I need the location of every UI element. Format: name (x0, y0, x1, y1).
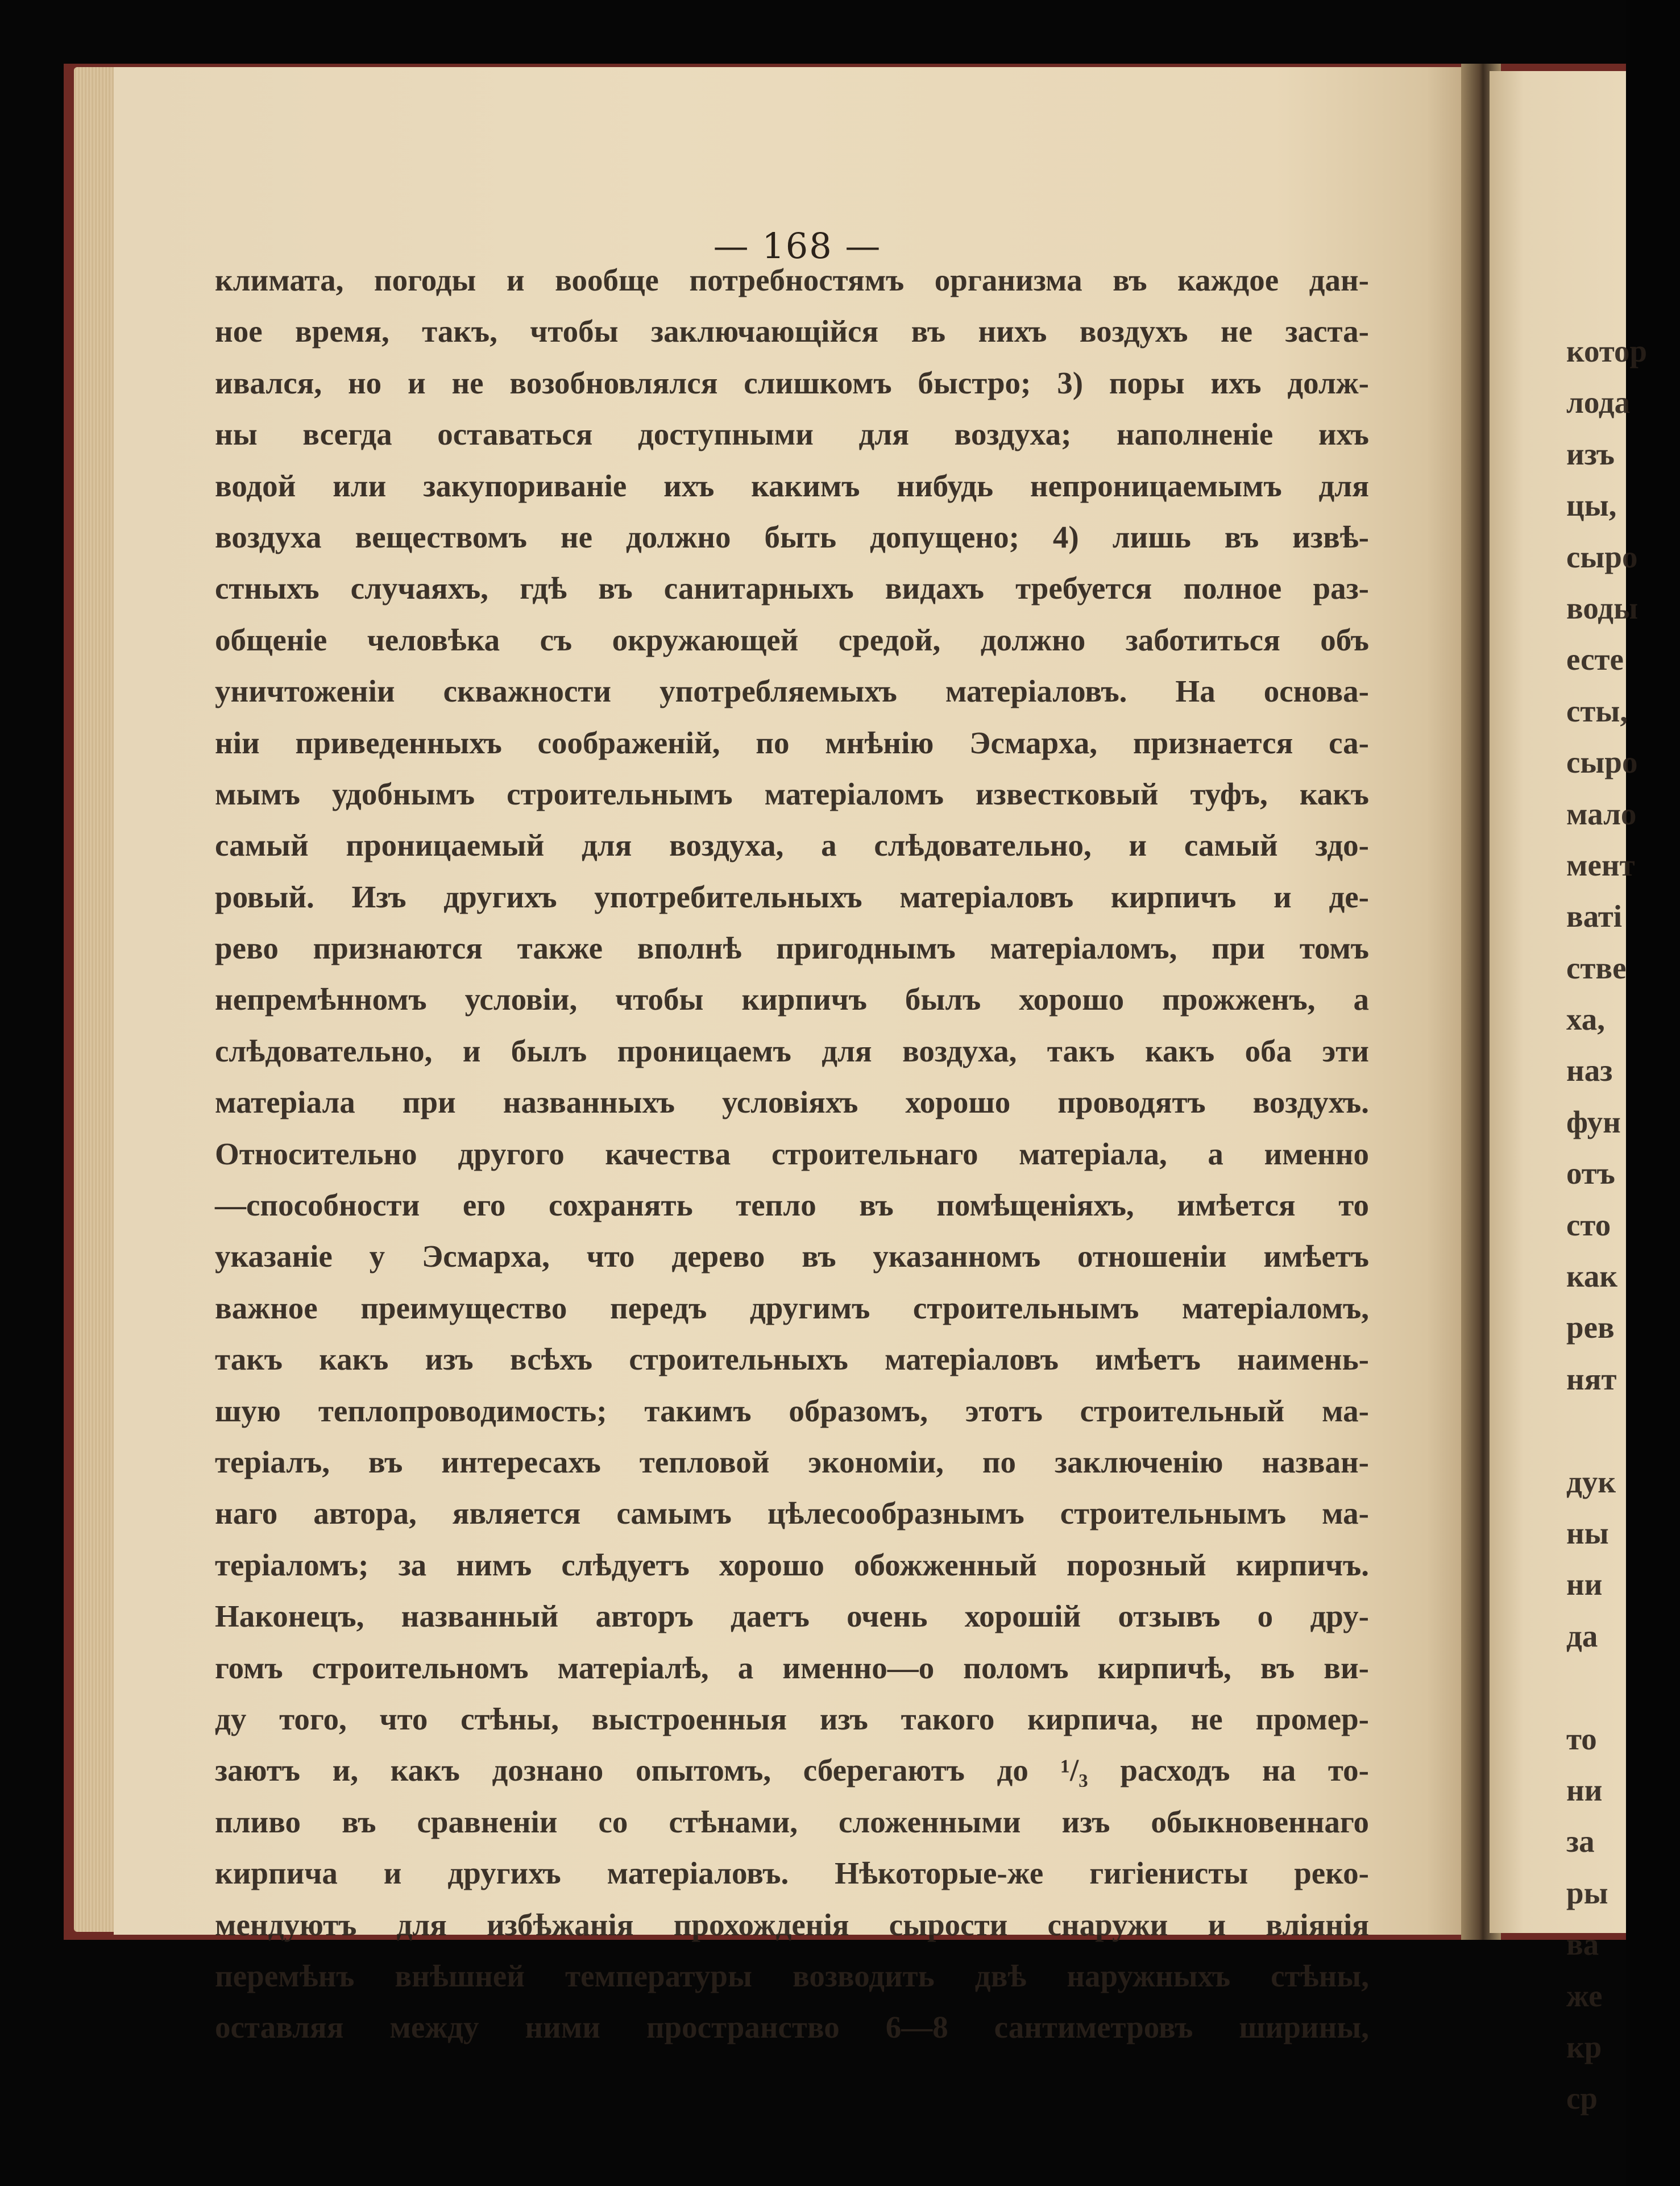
text-line-fragment: же (1566, 1978, 1603, 2013)
text-line-fragment: отъ (1566, 1156, 1615, 1191)
text-line: слѣдовательно, и былъ проницаемъ для воздуха, такъ какъ оба эти (215, 1033, 1369, 1068)
text-line-fragment: да (1566, 1618, 1598, 1653)
text-line-fragment: ва (1566, 1927, 1599, 1962)
text-line: непремѣнномъ условіи, чтобы кирпичъ былъ хорошо прожженъ, а (215, 982, 1369, 1017)
text-line-fragment: ры (1566, 1875, 1608, 1910)
text-line: —способности его сохранять тепло въ помѣщеніяхъ, имѣется то (215, 1188, 1369, 1223)
text-line-fragment: мент (1566, 847, 1635, 882)
text-line: уничтоженіи скважности употребляемыхъ матеріаловъ. На основа- (215, 674, 1369, 709)
text-line-fragment: как (1566, 1259, 1618, 1294)
text-line: пливо въ сравненіи со стѣнами, сложенными изъ обыкновеннаго (215, 1804, 1369, 1839)
text-line-fragment: есте (1566, 642, 1624, 677)
text-line-fragment: ваті (1566, 899, 1623, 934)
text-line-fragment: ни (1566, 1772, 1603, 1807)
text-line: шую теплопроводимость; такимъ образомъ, этотъ строительный ма- (215, 1393, 1369, 1428)
text-line-fragment: дук (1566, 1464, 1616, 1499)
text-line: воздуха веществомъ не должно быть допущено; 4) лишь въ извѣ- (215, 519, 1369, 554)
text-line: самый проницаемый для воздуха, а слѣдовательно, и самый здо- (215, 828, 1369, 863)
text-line-fragment: лода (1566, 385, 1631, 420)
text-line-fragment: сыро (1566, 539, 1638, 574)
text-line-fragment: ны (1566, 1515, 1609, 1550)
page-number: — 168 — (713, 225, 882, 267)
text-line-fragment: то (1566, 1721, 1597, 1756)
text-line-fragment: котор (1566, 334, 1648, 368)
text-line-fragment: сто (1566, 1207, 1611, 1242)
text-line-fragment: мало (1566, 796, 1637, 831)
text-line-fragment: кр (1566, 2029, 1602, 2064)
text-line-fragment: нят (1566, 1361, 1617, 1396)
text-line: мендуютъ для избѣжанія прохожденія сырости снаружи и вліянія (215, 1907, 1369, 1942)
text-line: кирпича и другихъ матеріаловъ. Нѣкоторые-же гигіенисты реко- (215, 1856, 1369, 1891)
text-line-fragment: за (1566, 1824, 1595, 1859)
right-page-text (1566, 326, 1680, 2125)
text-line: ніи приведенныхъ соображеній, по мнѣнію Эсмарха, признается са- (215, 725, 1369, 760)
text-line: указаніе у Эсмарха, что дерево въ указанномъ отношеніи имѣетъ (215, 1239, 1369, 1274)
text-line: стныхъ случаяхъ, гдѣ въ санитарныхъ видахъ требуется полное раз- (215, 571, 1369, 606)
text-line-fragment: ср (1566, 2081, 1598, 2116)
text-line: климата, погоды и вообще потребностямъ организма въ каждое дан- (215, 263, 1369, 297)
text-line: гомъ строительномъ матеріалѣ, а именно—о поломъ кирпичѣ, въ ви- (215, 1650, 1369, 1685)
right-page (1490, 71, 1648, 2116)
left-page-text (215, 255, 1369, 2054)
text-line: такъ какъ изъ всѣхъ строительныхъ матеріаловъ имѣетъ наимень- (215, 1342, 1369, 1377)
text-line-fragment: сыро (1566, 745, 1638, 780)
text-line: наго автора, является самымъ цѣлесообразнымъ строительнымъ ма- (215, 1496, 1369, 1531)
text-line: ивался, но и не возобновлялся слишкомъ быстро; 3) поры ихъ долж- (215, 365, 1369, 400)
text-line-fragment: ни (1566, 1567, 1603, 1602)
text-line-fragment: цы, (1566, 488, 1617, 523)
text-line: теріалъ, въ интересахъ тепловой экономіи, по заключенію назван- (215, 1444, 1369, 1479)
text-line-fragment (1566, 1405, 1680, 1456)
text-line-fragment: рев (1566, 1310, 1615, 1345)
text-line: теріаломъ; за нимъ слѣдуетъ хорошо обожженный порозный кирпичъ. (215, 1547, 1369, 1582)
text-line-fragment: ха, (1566, 1002, 1606, 1037)
text-line: ду того, что стѣны, выстроенныя изъ такого кирпича, не промер- (215, 1701, 1369, 1736)
text-line-fragment: изъ (1566, 436, 1615, 471)
text-line: перемѣнъ внѣшней температуры возводить двѣ наружныхъ стѣны, (215, 1958, 1369, 1993)
text-line-fragment: сты, (1566, 693, 1628, 728)
text-line-fragment: фун (1566, 1104, 1621, 1139)
text-line: ны всегда оставаться доступными для воздуха; наполненіе ихъ (215, 417, 1369, 452)
text-line: заютъ и, какъ дознано опытомъ, сберегаютъ до ¹/₃ расходъ на то- (215, 1753, 1369, 1788)
text-line: мымъ удобнымъ строительнымъ матеріаломъ известковый туфъ, какъ (215, 776, 1369, 811)
text-line-fragment: воды (1566, 590, 1638, 625)
text-line: ное время, такъ, чтобы заключающійся въ нихъ воздухъ не заста- (215, 314, 1369, 349)
text-line: оставляя между ними пространство 6—8 сантиметровъ ширины, (215, 2010, 1369, 2045)
text-line: водой или закупориваніе ихъ какимъ нибудь непроницаемымъ для (215, 468, 1369, 503)
text-line-fragment: стве (1566, 950, 1627, 985)
text-line: важное преимущество передъ другимъ строительнымъ матеріаломъ, (215, 1290, 1369, 1325)
text-line-fragment: наз (1566, 1053, 1613, 1088)
text-line: Относительно другого качества строительнаго матеріала, а именно (215, 1136, 1369, 1171)
text-line: рево признаются также вполнѣ пригоднымъ матеріаломъ, при томъ (215, 931, 1369, 966)
text-line: ровый. Изъ другихъ употребительныхъ матеріаловъ кирпичъ и де- (215, 879, 1369, 914)
text-line-fragment (1566, 1662, 1680, 1713)
text-line: общеніе человѣка съ окружающей средой, должно заботиться объ (215, 622, 1369, 657)
text-line: матеріала при названныхъ условіяхъ хорошо проводятъ воздухъ. (215, 1085, 1369, 1120)
text-line: Наконецъ, названный авторъ даетъ очень хорошій отзывъ о дру- (215, 1599, 1369, 1634)
